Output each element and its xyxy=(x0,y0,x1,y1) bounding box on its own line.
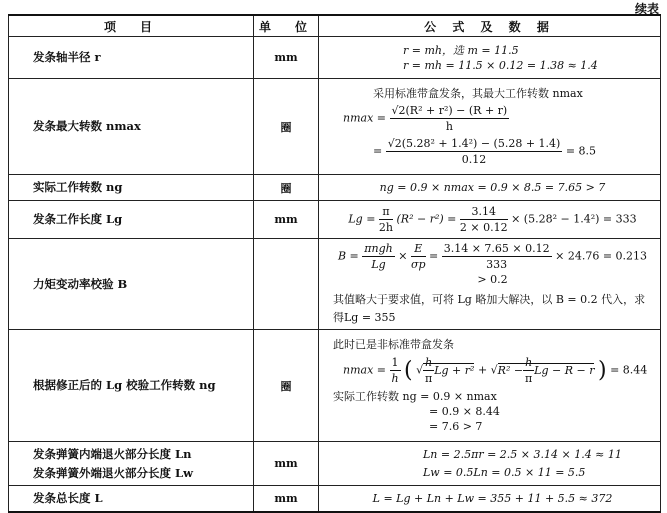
formula-text: Lg = xyxy=(348,212,376,226)
fraction xyxy=(379,204,393,235)
formula-line: 此时已是非标准带盒发条 xyxy=(333,338,454,351)
fraction-den: 0.12 xyxy=(461,153,487,166)
row-unit: mm xyxy=(254,442,319,486)
formula-line: Lw = 0.5Ln = 0.5 × 11 = 5.5 xyxy=(423,466,586,479)
row-item: 发条总长度 L xyxy=(9,486,254,512)
continued-label: 续表 xyxy=(634,2,659,16)
row-formula xyxy=(319,79,661,175)
table-row xyxy=(9,486,661,512)
fraction xyxy=(362,241,394,272)
fraction xyxy=(523,355,534,386)
formula-line: r = mh = 11.5 × 0.12 = 1.38 ≈ 1.4 xyxy=(403,58,598,72)
row-unit: 圈 xyxy=(254,330,319,442)
formula-text: = 8.5 xyxy=(565,144,597,158)
sqrt-body xyxy=(423,356,475,385)
row-formula: ng = 0.9 × nmax = 0.9 × 8.5 = 7.65 > 7 xyxy=(319,175,661,201)
row-formula: L = Lg + Ln + Lw = 355 + 11 + 5.5 ≈ 372 xyxy=(319,486,661,512)
row-formula xyxy=(319,239,661,330)
paren-close: ) xyxy=(597,358,607,383)
row-unit: 圈 xyxy=(254,79,319,175)
table-row xyxy=(9,175,661,201)
row-item-line: 发条弹簧外端退火部分长度 Lw xyxy=(33,465,193,480)
table-row xyxy=(9,442,661,486)
row-item: 根据修正后的 Lg 校验工作转数 ng xyxy=(9,330,254,442)
formula-text: × 24.76 = 0.213 > 0.2 xyxy=(477,249,648,286)
sqrt-body xyxy=(497,356,595,385)
formula-line xyxy=(333,241,652,287)
row-formula xyxy=(319,37,661,79)
formula-line xyxy=(333,136,652,167)
fraction-num: π xyxy=(379,204,393,220)
fraction-den: π xyxy=(425,372,433,385)
table-row xyxy=(9,330,661,442)
plus-sign: + xyxy=(477,363,488,377)
row-item-line: 发条弹簧内端退火部分长度 Ln xyxy=(33,446,192,461)
fraction-num: √2(5.28² + 1.4²) − (5.28 + 1.4) xyxy=(387,137,561,150)
formula-line: = 7.6 > 7 xyxy=(429,420,483,433)
table-row xyxy=(9,239,661,330)
formula-line: r = mh，选 m = 11.5 xyxy=(403,43,519,57)
formula-text: (R² − r²) = xyxy=(396,212,457,226)
formula-line: 采用标准带盒发条，其最大工作转数 nmax xyxy=(373,87,583,100)
header-unit: 单 位 xyxy=(254,15,319,37)
formula-text: = xyxy=(429,249,439,263)
fraction xyxy=(411,241,426,272)
fraction-num: 1 xyxy=(391,356,399,369)
formula-text: × xyxy=(398,249,408,263)
row-item: 发条轴半径 r xyxy=(9,37,254,79)
fraction-num: h xyxy=(425,356,433,369)
fraction xyxy=(460,204,508,235)
fraction-num: √2(R² + r²) − (R + r) xyxy=(391,104,508,117)
row-formula xyxy=(319,201,661,239)
fraction-den: h xyxy=(445,120,453,133)
fraction xyxy=(442,241,552,272)
fraction xyxy=(390,355,401,386)
fraction-num: πngh xyxy=(364,242,393,255)
formula-note: 其值略大于要求值，可将 Lg 略加大解决，以 B = 0.2 代入，求得Lg = 355 xyxy=(333,293,646,324)
row-item: 发条工作长度 Lg xyxy=(9,201,254,239)
row-item xyxy=(9,442,254,486)
header-item: 项 目 xyxy=(9,15,254,37)
formula-text: B = xyxy=(337,249,359,263)
table-row xyxy=(9,79,661,175)
fraction-num: 3.14 × 7.65 × 0.12 xyxy=(443,242,550,255)
fraction-den: σp xyxy=(410,258,426,271)
row-item: 发条最大转数 nmax xyxy=(9,79,254,175)
paren-open: ( xyxy=(404,358,413,383)
formula-line xyxy=(333,103,652,134)
row-unit: 圈 xyxy=(254,175,319,201)
formula-text: nmax = xyxy=(343,363,386,377)
fraction-den: Lg xyxy=(371,258,386,271)
formula-text: = 8.44 xyxy=(610,363,648,377)
fraction-den: 333 xyxy=(486,258,508,271)
row-unit xyxy=(254,239,319,330)
header-formula: 公 式 及 数 据 xyxy=(319,15,661,37)
formula-line: = 0.9 × 8.44 xyxy=(429,405,500,418)
formula-text: = xyxy=(373,144,383,158)
fraction-num: E xyxy=(411,241,426,257)
formula-text: Lg + r² xyxy=(434,363,475,377)
formula-text: nmax = xyxy=(343,111,386,125)
row-item: 实际工作转数 ng xyxy=(9,175,254,201)
fraction xyxy=(386,136,563,167)
formula-text: Lg − R − r xyxy=(534,363,595,377)
table-row xyxy=(9,37,661,79)
formula-line: 实际工作转数 ng = 0.9 × nmax xyxy=(333,390,497,403)
fraction-den: π xyxy=(525,372,533,385)
fraction xyxy=(390,103,510,134)
table-row xyxy=(9,201,661,239)
formula-text: × (5.28² − 1.4²) = 333 xyxy=(511,212,637,226)
sqrt-sign: √ xyxy=(490,363,498,377)
header-row xyxy=(9,15,661,37)
row-unit: mm xyxy=(254,37,319,79)
sqrt-sign: √ xyxy=(416,363,424,377)
formula-line xyxy=(343,355,652,386)
row-formula xyxy=(319,442,661,486)
fraction-den: h xyxy=(391,372,399,385)
formula-text: R² − xyxy=(497,363,524,377)
fraction-num: h xyxy=(525,356,533,369)
fraction-den: 2 × 0.12 xyxy=(459,221,508,234)
row-formula xyxy=(319,330,661,442)
row-unit: mm xyxy=(254,201,319,239)
fraction xyxy=(423,355,434,386)
row-item: 力矩变动率校验 B xyxy=(9,239,254,330)
formula-line: Ln = 2.5πr = 2.5 × 3.14 × 1.4 ≈ 11 xyxy=(423,448,622,461)
spring-calculation-table xyxy=(8,14,661,513)
row-unit: mm xyxy=(254,486,319,512)
fraction-den: 2h xyxy=(378,221,394,234)
fraction-num: 3.14 xyxy=(460,204,508,220)
